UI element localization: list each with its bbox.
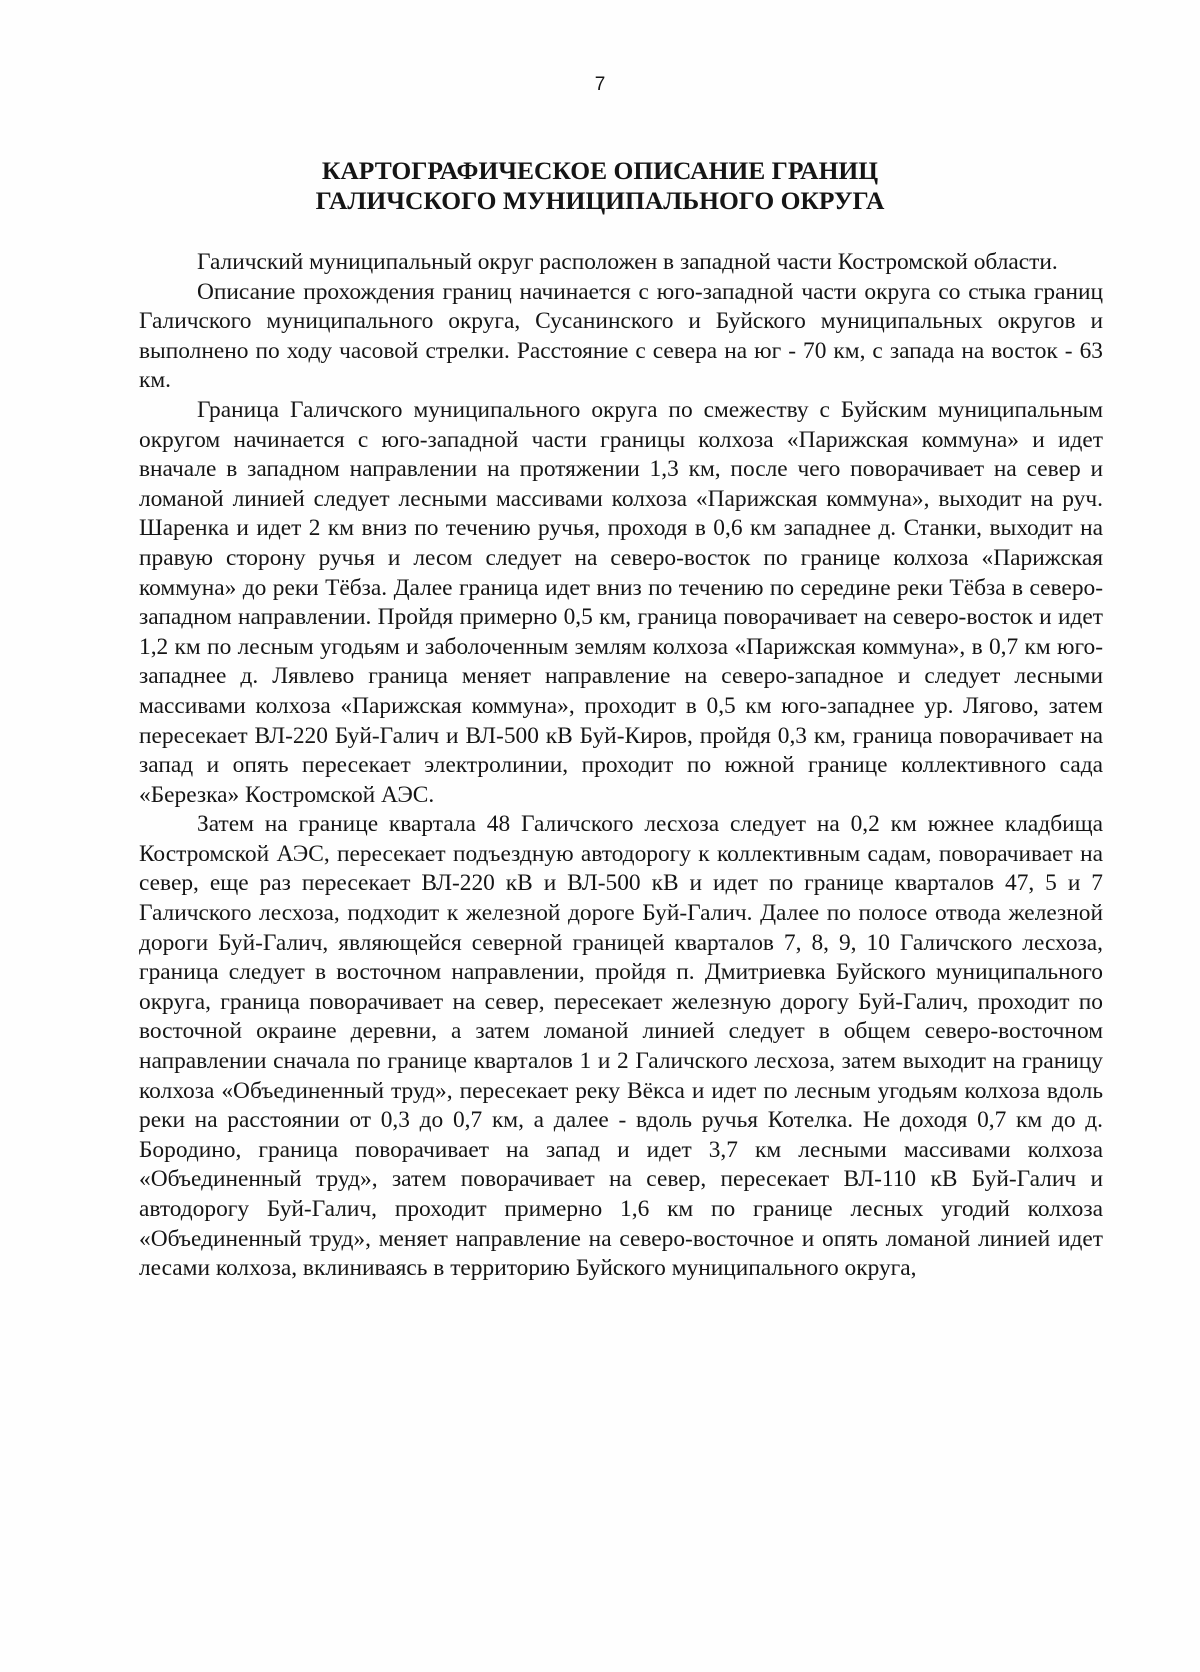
- title-line-2: ГАЛИЧСКОГО МУНИЦИПАЛЬНОГО ОКРУГА: [315, 186, 885, 215]
- document-title: [0, 156, 1200, 216]
- page-number: 7: [594, 74, 606, 95]
- document-body: [139, 248, 1103, 1284]
- paragraph-buy-border: Граница Галичского муниципального округа по смежеству с Буйским муниципальным округом начинается с юго-западной части границы колхоза «Парижская коммуна» и идет вначале в западном направлении на протяжении 1,3 км, после чего поворачивает на север и ломаной линией следует лесными массивами колхоза «Парижская коммуна», выходит на руч. Шаренка и идет 2 км вниз по течению ручья, проходя в 0,6 км западнее д. Станки, выходит на правую сторону ручья и лесом следует на северо-восток по границе колхоза «Парижская коммуна» до реки Тёбза. Далее граница идет вниз по течению по середине реки Тёбза в северо-западном направлении. Пройдя примерно 0,5 км, граница поворачивает на северо-восток и идет 1,2 км по лесным угодьям и заболоченным землям колхоза «Парижская коммуна», в 0,7 км юго-западнее д. Лявлево граница меняет направление на северо-западное и следует лесными массивами колхоза «Парижская коммуна», проходит в 0,5 км юго-западнее ур. Лягово, затем пересекает ВЛ-220 Буй-Галич и ВЛ-500 кВ Буй-Киров, пройдя 0,3 км, граница поворачивает на запад и опять пересекает электролинии, проходит по южной границе коллективного сада «Березка» Костромской АЭС.: [139, 396, 1103, 808]
- title-line-1: КАРТОГРАФИЧЕСКОЕ ОПИСАНИЕ ГРАНИЦ: [321, 156, 879, 185]
- paragraph-border-continuation: Затем на границе квартала 48 Галичского лесхоза следует на 0,2 км южнее кладбища Костромской АЭС, пересекает подъездную автодорогу к коллективным садам, поворачивает на север, еще раз пересекает ВЛ-220 кВ и ВЛ-500 кВ и идет по границе кварталов 47, 5 и 7 Галичского лесхоза, подходит к железной дороге Буй-Галич. Далее по полосе отвода железной дороги Буй-Галич, являющейся северной границей кварталов 7, 8, 9, 10 Галичского лесхоза, граница следует в восточном направлении, пройдя п. Дмитриевка Буйского муниципального округа, граница поворачивает на север, пересекает железную дорогу Буй-Галич, проходит по восточной окраине деревни, а затем ломаной линией следует в общем северо-восточном направлении сначала по границе кварталов 1 и 2 Галичского лесхоза, затем выходит на границу колхоза «Объединенный труд», пересекает реку Вёкса и идет по лесным угодьям колхоза вдоль реки на расстоянии от 0,3 до 0,7 км, а далее - вдоль ручья Котелка. Не доходя 0,7 км до д. Бородино, граница поворачивает на запад и идет 3,7 км лесными массивами колхоза «Объединенный труд», затем поворачивает на север, пересекает ВЛ-110 кВ Буй-Галич и автодорогу Буй-Галич, проходит примерно 1,6 км по границе лесных угодий колхоза «Объединенный труд», меняет направление на северо-восточное и опять ломаной линией идет лесами колхоза, вклиниваясь в территорию Буйского муниципального округа,: [139, 811, 1103, 1282]
- paragraph-location: Галичский муниципальный округ расположен в западной части Костромской области.: [197, 249, 1058, 275]
- paragraph-description-start: Описание прохождения границ начинается с юго-западной части округа со стыка границ Галичского муниципального округа, Сусанинского и Буйского муниципальных округов и выполнено по ходу часовой стрелки. Расстояние с севера на юг - 70 км, с запада на восток - 63 км.: [139, 278, 1103, 394]
